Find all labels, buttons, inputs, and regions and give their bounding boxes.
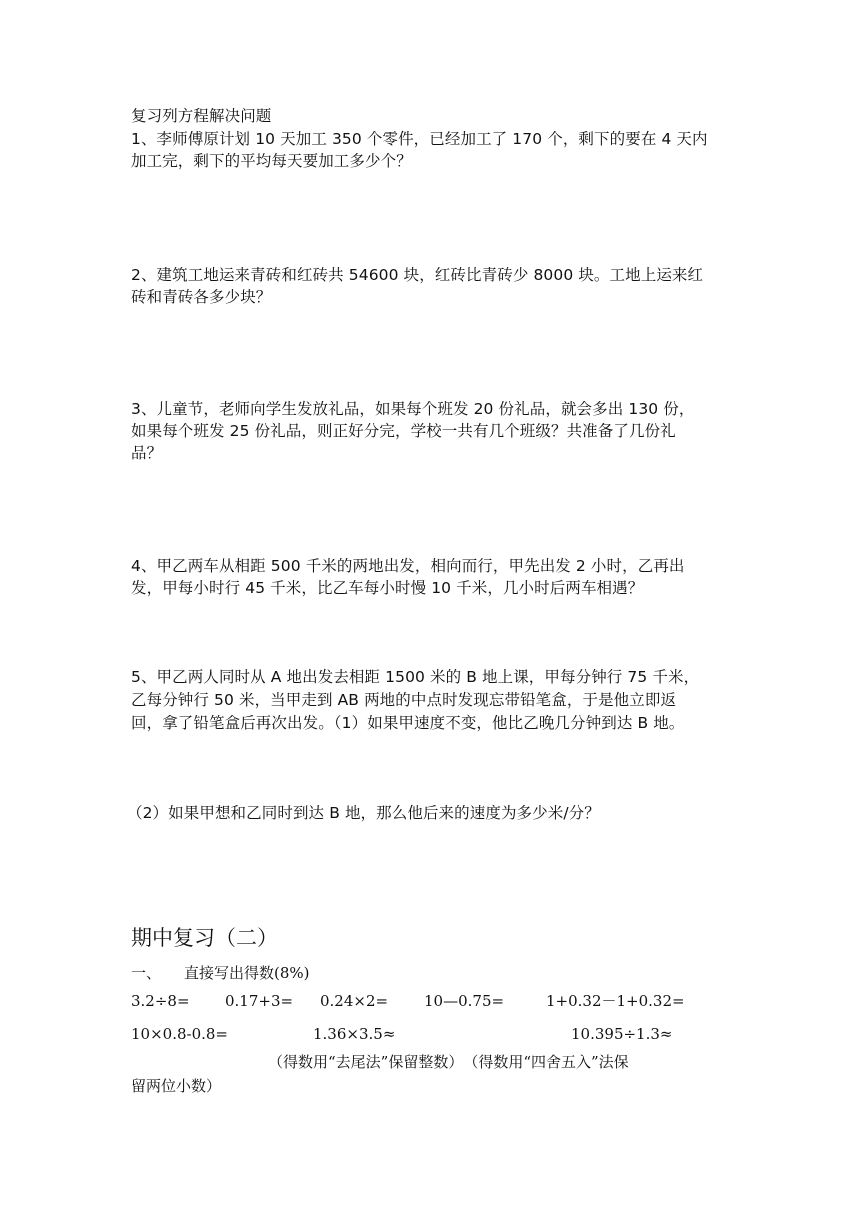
calc-item: 3.2÷8= [131,992,190,1010]
calc-item: 10×0.8-0.8= [131,1025,229,1043]
problem-5-line-3: 回，拿了铅笔盒后再次出发。（1）如果甲速度不变，他比乙晚几分钟到达 B 地。 [131,714,685,732]
problem-5-line-1: 5、甲乙两人同时从 A 地出发去相距 1500 米的 B 地上课，甲每分钟行 75 千米， [131,668,700,686]
calc-item: 10—0.75= [424,992,505,1010]
problem-5-part-2: （2）如果甲想和乙同时到达 B 地，那么他后来的速度为多少米/分？ [127,804,600,822]
problem-3-line-1: 3、儿童节，老师向学生发放礼品，如果每个班发 20 份礼品，就会多出 130 份， [131,400,695,418]
problem-4-line-2: 发，甲每小时行 45 千米，比乙车每小时慢 10 千米，几小时后两车相遇？ [131,579,644,597]
section-heading: 期中复习（二） [131,926,278,950]
problem-3-line-3: 品？ [131,444,163,462]
problem-5-line-2: 乙每分钟行 50 米，当甲走到 AB 两地的中点时发现忘带铅笔盒，于是他立即返 [131,691,677,709]
calc-item: 1.36×3.5≈ [313,1025,396,1043]
problem-2-line-1: 2、建筑工地运来青砖和红砖共 54600 块，红砖比青砖少 8000 块。工地上运来红 [131,266,704,284]
subsection-title: 直接写出得数(8%) [184,964,310,982]
calc-item: 10.395÷1.3≈ [571,1025,673,1043]
document-title: 复习列方程解决问题 [131,107,272,125]
problem-1-line-2: 加工完，剩下的平均每天要加工多少个？ [131,152,412,170]
calc-item: 0.24×2= [320,992,389,1010]
rounding-note-line-1: （得数用“去尾法”保留整数） （得数用“四舍五入”法保 [268,1053,629,1071]
problem-4-line-1: 4、甲乙两车从相距 500 千米的两地出发，相向而行，甲先出发 2 小时，乙再出 [131,557,685,575]
subsection-number: 一、 [131,964,162,982]
problem-1-line-1: 1、李师傅原计划 10 天加工 350 个零件，已经加工了 170 个，剩下的要在 4 天内 [131,130,708,148]
calc-item: 0.17+3= [225,992,294,1010]
problem-3-line-2: 如果每个班发 25 份礼品，则正好分完，学校一共有几个班级？共准备了几份礼 [131,422,676,440]
problem-2-line-2: 砖和青砖各多少块？ [131,288,272,306]
calc-item: 1+0.32－1+0.32= [546,992,685,1010]
rounding-note-line-2: 留两位小数） [131,1077,222,1095]
